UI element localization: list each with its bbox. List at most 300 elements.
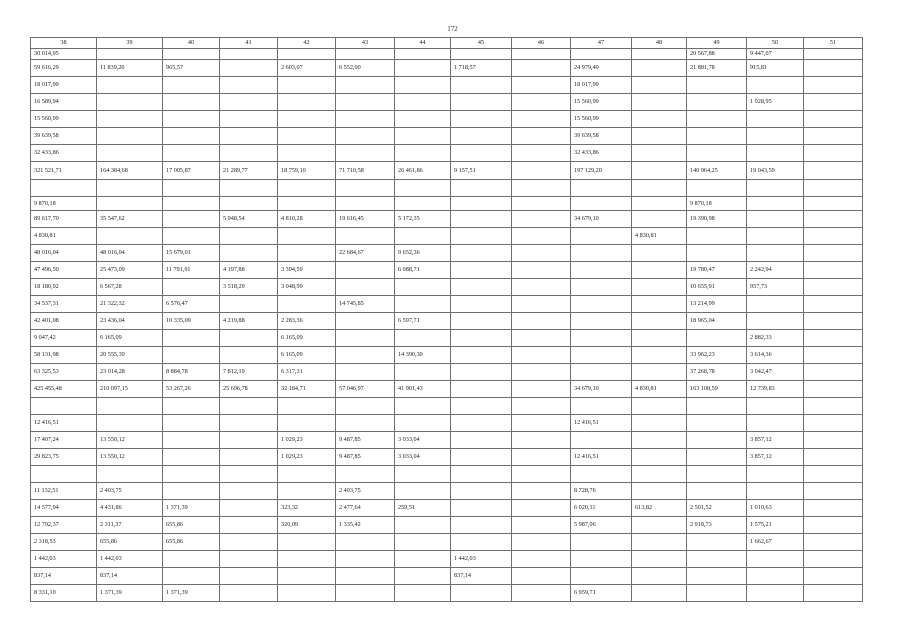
table-cell xyxy=(571,262,632,279)
table-cell xyxy=(804,128,863,145)
table-cell: 3 518,29 xyxy=(220,279,278,296)
table-cell xyxy=(804,111,863,128)
table-cell xyxy=(220,49,278,60)
column-header: 48 xyxy=(632,38,687,49)
table-cell: 965,57 xyxy=(163,60,220,77)
table-cell: 1 028,95 xyxy=(747,94,804,111)
table-cell xyxy=(632,111,687,128)
table-cell: 16 589,94 xyxy=(31,94,97,111)
table-cell xyxy=(512,568,571,585)
table-cell xyxy=(395,77,451,94)
table-cell xyxy=(97,197,163,211)
table-cell xyxy=(220,551,278,568)
table-cell xyxy=(451,330,512,347)
table-cell xyxy=(512,483,571,500)
table-cell xyxy=(220,449,278,466)
table-cell xyxy=(163,466,220,483)
table-cell xyxy=(220,585,278,602)
table-cell xyxy=(451,180,512,197)
table-cell xyxy=(395,197,451,211)
table-cell: 5 948,54 xyxy=(220,211,278,228)
table-cell: 259,51 xyxy=(395,500,451,517)
table-cell: 34 679,10 xyxy=(571,381,632,398)
table-cell: 197 129,20 xyxy=(571,162,632,180)
table-cell xyxy=(512,94,571,111)
table-cell xyxy=(804,330,863,347)
table-cell xyxy=(512,415,571,432)
table-cell xyxy=(687,585,747,602)
table-cell xyxy=(163,551,220,568)
table-cell: 8 728,76 xyxy=(571,483,632,500)
table-cell: 320,09 xyxy=(278,517,336,534)
table-cell xyxy=(512,432,571,449)
table-cell xyxy=(804,228,863,245)
column-header: 43 xyxy=(336,38,395,49)
table-cell: 5 987,06 xyxy=(571,517,632,534)
column-header: 39 xyxy=(97,38,163,49)
table-cell xyxy=(632,534,687,551)
table-cell xyxy=(163,432,220,449)
table-cell xyxy=(163,145,220,162)
table-row xyxy=(31,197,863,211)
table-cell xyxy=(571,313,632,330)
table-cell xyxy=(220,568,278,585)
table-cell: 9 487,85 xyxy=(336,432,395,449)
column-header: 38 xyxy=(31,38,97,49)
table-cell xyxy=(747,245,804,262)
table-cell xyxy=(687,449,747,466)
table-cell: 39 639,58 xyxy=(571,128,632,145)
table-cell xyxy=(163,197,220,211)
table-cell xyxy=(512,60,571,77)
table-cell xyxy=(804,49,863,60)
table-cell xyxy=(632,347,687,364)
table-cell xyxy=(632,585,687,602)
table-cell xyxy=(336,77,395,94)
table-cell xyxy=(571,466,632,483)
table-cell xyxy=(163,111,220,128)
table-cell: 3 033,04 xyxy=(395,432,451,449)
table-cell: 15 560,99 xyxy=(31,111,97,128)
table-cell xyxy=(278,77,336,94)
table-cell: 15 560,99 xyxy=(571,94,632,111)
table-cell xyxy=(451,398,512,415)
table-cell xyxy=(220,398,278,415)
table-cell xyxy=(512,145,571,162)
table-cell xyxy=(163,211,220,228)
table-cell: 14 745,85 xyxy=(336,296,395,313)
table-cell xyxy=(395,483,451,500)
table-cell: 655,86 xyxy=(97,534,163,551)
table-cell xyxy=(687,245,747,262)
table-cell xyxy=(687,145,747,162)
page-number: 172 xyxy=(447,25,458,33)
table-cell xyxy=(512,517,571,534)
table-cell xyxy=(336,262,395,279)
table-cell xyxy=(336,347,395,364)
table-cell xyxy=(804,313,863,330)
table-cell: 48 016,04 xyxy=(97,245,163,262)
table-cell: 89 617,70 xyxy=(31,211,97,228)
table-cell xyxy=(632,449,687,466)
table-cell xyxy=(451,466,512,483)
table-cell xyxy=(278,534,336,551)
table-cell xyxy=(804,517,863,534)
table-cell xyxy=(632,197,687,211)
table-cell: 11 791,91 xyxy=(163,262,220,279)
table-row xyxy=(31,500,863,517)
table-cell xyxy=(451,500,512,517)
table-cell xyxy=(395,415,451,432)
table-cell xyxy=(571,245,632,262)
table-cell xyxy=(804,77,863,94)
table-cell: 6 552,00 xyxy=(336,60,395,77)
table-cell: 1 371,39 xyxy=(163,585,220,602)
table-cell: 4 830,81 xyxy=(632,381,687,398)
table-cell: 19 043,59 xyxy=(747,162,804,180)
table-cell xyxy=(632,145,687,162)
table-cell xyxy=(632,432,687,449)
table-cell xyxy=(278,228,336,245)
column-header: 45 xyxy=(451,38,512,49)
table-cell xyxy=(220,180,278,197)
table-cell xyxy=(804,551,863,568)
table-cell: 4 197,88 xyxy=(220,262,278,279)
table-cell xyxy=(804,449,863,466)
table-cell xyxy=(632,49,687,60)
table-row xyxy=(31,381,863,398)
table-cell xyxy=(336,197,395,211)
table-cell xyxy=(512,398,571,415)
table-cell xyxy=(632,483,687,500)
table-cell xyxy=(632,568,687,585)
table-cell xyxy=(336,49,395,60)
table-cell xyxy=(632,364,687,381)
table-cell xyxy=(512,330,571,347)
table-cell xyxy=(278,128,336,145)
table-cell xyxy=(278,483,336,500)
table-cell xyxy=(571,296,632,313)
table-cell xyxy=(31,180,97,197)
table-cell xyxy=(163,77,220,94)
table-cell xyxy=(336,180,395,197)
table-cell xyxy=(220,145,278,162)
table-cell xyxy=(278,145,336,162)
table-cell xyxy=(336,330,395,347)
table-cell: 9 157,51 xyxy=(451,162,512,180)
table-cell xyxy=(451,262,512,279)
table-cell xyxy=(220,432,278,449)
column-header: 47 xyxy=(571,38,632,49)
table-cell xyxy=(97,49,163,60)
table-cell xyxy=(512,228,571,245)
table-cell xyxy=(571,568,632,585)
table-cell xyxy=(97,180,163,197)
table-cell: 20 567,88 xyxy=(687,49,747,60)
table-cell xyxy=(687,534,747,551)
table-cell xyxy=(512,197,571,211)
table-cell xyxy=(278,94,336,111)
table-cell xyxy=(451,483,512,500)
table-cell: 2 242,94 xyxy=(747,262,804,279)
table-cell xyxy=(395,296,451,313)
table-cell: 837,14 xyxy=(451,568,512,585)
table-cell xyxy=(278,197,336,211)
table-cell xyxy=(632,398,687,415)
table-cell: 57 046,97 xyxy=(336,381,395,398)
table-cell: 6 576,47 xyxy=(163,296,220,313)
table-cell: 9 447,07 xyxy=(747,49,804,60)
table-cell xyxy=(163,180,220,197)
table-cell xyxy=(278,466,336,483)
table-cell: 2 477,64 xyxy=(336,500,395,517)
table-cell: 20 555,39 xyxy=(97,347,163,364)
table-cell xyxy=(804,585,863,602)
table-cell: 21 322,32 xyxy=(97,296,163,313)
table-cell: 29 823,75 xyxy=(31,449,97,466)
table-cell xyxy=(804,180,863,197)
table-cell: 164 384,68 xyxy=(97,162,163,180)
table-cell xyxy=(278,415,336,432)
table-cell: 18 180,92 xyxy=(31,279,97,296)
table-cell xyxy=(336,111,395,128)
table-cell xyxy=(687,330,747,347)
table-cell: 35 547,62 xyxy=(97,211,163,228)
table-cell: 2 403,75 xyxy=(97,483,163,500)
table-cell xyxy=(336,364,395,381)
table-cell xyxy=(571,279,632,296)
table-cell xyxy=(278,180,336,197)
table-cell xyxy=(278,245,336,262)
table-cell xyxy=(747,211,804,228)
table-cell xyxy=(97,415,163,432)
table-row xyxy=(31,245,863,262)
table-cell xyxy=(571,398,632,415)
table-cell xyxy=(804,398,863,415)
table-cell: 5 172,35 xyxy=(395,211,451,228)
table-cell xyxy=(512,466,571,483)
table-cell xyxy=(395,585,451,602)
column-header: 42 xyxy=(278,38,336,49)
table-row xyxy=(31,262,863,279)
table-cell xyxy=(451,94,512,111)
table-cell xyxy=(632,313,687,330)
table-cell: 41 901,43 xyxy=(395,381,451,398)
table-cell xyxy=(512,500,571,517)
table-cell: 22 684,67 xyxy=(336,245,395,262)
table-row xyxy=(31,330,863,347)
table-cell xyxy=(804,296,863,313)
table-cell xyxy=(512,449,571,466)
table-cell: 3 857,12 xyxy=(747,449,804,466)
table-cell xyxy=(336,415,395,432)
table-cell xyxy=(451,279,512,296)
table-cell xyxy=(336,551,395,568)
table-cell xyxy=(687,398,747,415)
table-cell xyxy=(220,296,278,313)
table-row xyxy=(31,49,863,60)
table-cell xyxy=(804,466,863,483)
table-cell xyxy=(632,60,687,77)
table-cell: 837,14 xyxy=(31,568,97,585)
table-cell: 425 455,48 xyxy=(31,381,97,398)
table-cell: 18 965,04 xyxy=(687,313,747,330)
table-cell xyxy=(804,568,863,585)
table-cell: 140 964,25 xyxy=(687,162,747,180)
table-cell xyxy=(451,111,512,128)
table-cell xyxy=(336,568,395,585)
table-cell xyxy=(395,330,451,347)
table-cell xyxy=(220,534,278,551)
table-cell xyxy=(687,415,747,432)
table-cell: 12 416,51 xyxy=(571,415,632,432)
table-cell xyxy=(512,313,571,330)
table-cell xyxy=(31,398,97,415)
table-cell: 11 839,20 xyxy=(97,60,163,77)
table-cell: 323,32 xyxy=(278,500,336,517)
table-cell xyxy=(336,466,395,483)
table-cell: 21 289,77 xyxy=(220,162,278,180)
table-cell: 21 881,78 xyxy=(687,60,747,77)
table-cell: 1 335,42 xyxy=(336,517,395,534)
table-cell: 6 317,31 xyxy=(278,364,336,381)
table-cell xyxy=(571,534,632,551)
table-cell: 4 830,81 xyxy=(31,228,97,245)
table-cell: 1 662,67 xyxy=(747,534,804,551)
table-cell xyxy=(571,49,632,60)
table-cell xyxy=(512,347,571,364)
table-cell xyxy=(747,128,804,145)
table-cell xyxy=(804,279,863,296)
table-cell xyxy=(512,585,571,602)
table-cell: 47 496,50 xyxy=(31,262,97,279)
table-cell xyxy=(220,245,278,262)
table-cell xyxy=(336,534,395,551)
column-header: 50 xyxy=(747,38,804,49)
table-cell xyxy=(512,245,571,262)
table-cell xyxy=(747,145,804,162)
table-cell xyxy=(336,313,395,330)
table-cell: 6 959,71 xyxy=(571,585,632,602)
table-cell: 34 537,31 xyxy=(31,296,97,313)
table-cell xyxy=(804,364,863,381)
table-cell: 3 857,12 xyxy=(747,432,804,449)
table-cell: 58 131,98 xyxy=(31,347,97,364)
table-cell xyxy=(451,197,512,211)
table-cell: 957,73 xyxy=(747,279,804,296)
table-cell: 3 048,99 xyxy=(278,279,336,296)
table-cell: 23 436,04 xyxy=(97,313,163,330)
table-cell xyxy=(804,262,863,279)
table-cell xyxy=(278,398,336,415)
table-cell xyxy=(163,415,220,432)
table-cell: 1 029,23 xyxy=(278,432,336,449)
table-cell xyxy=(512,279,571,296)
table-cell xyxy=(451,211,512,228)
table-cell xyxy=(687,77,747,94)
table-cell: 4 219,88 xyxy=(220,313,278,330)
table-cell xyxy=(451,415,512,432)
table-cell xyxy=(336,279,395,296)
table-cell xyxy=(512,162,571,180)
table-cell xyxy=(687,128,747,145)
table-cell: 63 325,53 xyxy=(31,364,97,381)
table-cell xyxy=(336,585,395,602)
table-cell: 26 461,86 xyxy=(395,162,451,180)
table-row xyxy=(31,466,863,483)
table-cell: 837,14 xyxy=(97,568,163,585)
table-cell: 9 487,85 xyxy=(336,449,395,466)
table-cell xyxy=(451,49,512,60)
column-header: 49 xyxy=(687,38,747,49)
table-cell: 12 416,51 xyxy=(571,449,632,466)
table-cell xyxy=(687,432,747,449)
table-cell: 9 047,42 xyxy=(31,330,97,347)
table-cell xyxy=(687,111,747,128)
table-cell xyxy=(278,111,336,128)
table-cell xyxy=(632,517,687,534)
table-cell xyxy=(747,466,804,483)
table-cell xyxy=(395,49,451,60)
table-cell xyxy=(451,128,512,145)
table-cell: 1 718,57 xyxy=(451,60,512,77)
table-cell xyxy=(97,228,163,245)
table-cell xyxy=(395,534,451,551)
table-cell xyxy=(395,398,451,415)
table-cell xyxy=(451,585,512,602)
table-cell xyxy=(804,197,863,211)
table-cell: 915,81 xyxy=(747,60,804,77)
table-cell: 25 696,78 xyxy=(220,381,278,398)
table-cell xyxy=(512,180,571,197)
table-cell xyxy=(451,364,512,381)
table-cell xyxy=(804,162,863,180)
table-cell: 2 882,33 xyxy=(747,330,804,347)
table-cell xyxy=(395,228,451,245)
table-cell xyxy=(451,296,512,313)
table-cell: 1 029,23 xyxy=(278,449,336,466)
table-cell xyxy=(804,347,863,364)
table-cell xyxy=(687,551,747,568)
table-cell xyxy=(804,145,863,162)
table-cell: 14 577,94 xyxy=(31,500,97,517)
table-cell: 6 567,28 xyxy=(97,279,163,296)
table-cell xyxy=(632,330,687,347)
table-cell xyxy=(163,94,220,111)
table-row xyxy=(31,449,863,466)
table-cell xyxy=(571,180,632,197)
table-cell xyxy=(451,77,512,94)
table-cell xyxy=(451,517,512,534)
table-cell: 4 431,86 xyxy=(97,500,163,517)
column-header-row xyxy=(31,38,863,49)
table-cell: 321 521,71 xyxy=(31,162,97,180)
table-row xyxy=(31,568,863,585)
table-cell xyxy=(278,568,336,585)
table-cell xyxy=(632,296,687,313)
table-cell: 163 108,59 xyxy=(687,381,747,398)
table-cell: 2 283,36 xyxy=(278,313,336,330)
table-cell xyxy=(512,111,571,128)
table-cell xyxy=(512,128,571,145)
table-cell xyxy=(804,381,863,398)
table-cell xyxy=(512,77,571,94)
table-cell: 3 033,04 xyxy=(395,449,451,466)
table-cell xyxy=(687,483,747,500)
table-cell xyxy=(451,347,512,364)
table-cell: 17 407,24 xyxy=(31,432,97,449)
table-cell xyxy=(747,228,804,245)
